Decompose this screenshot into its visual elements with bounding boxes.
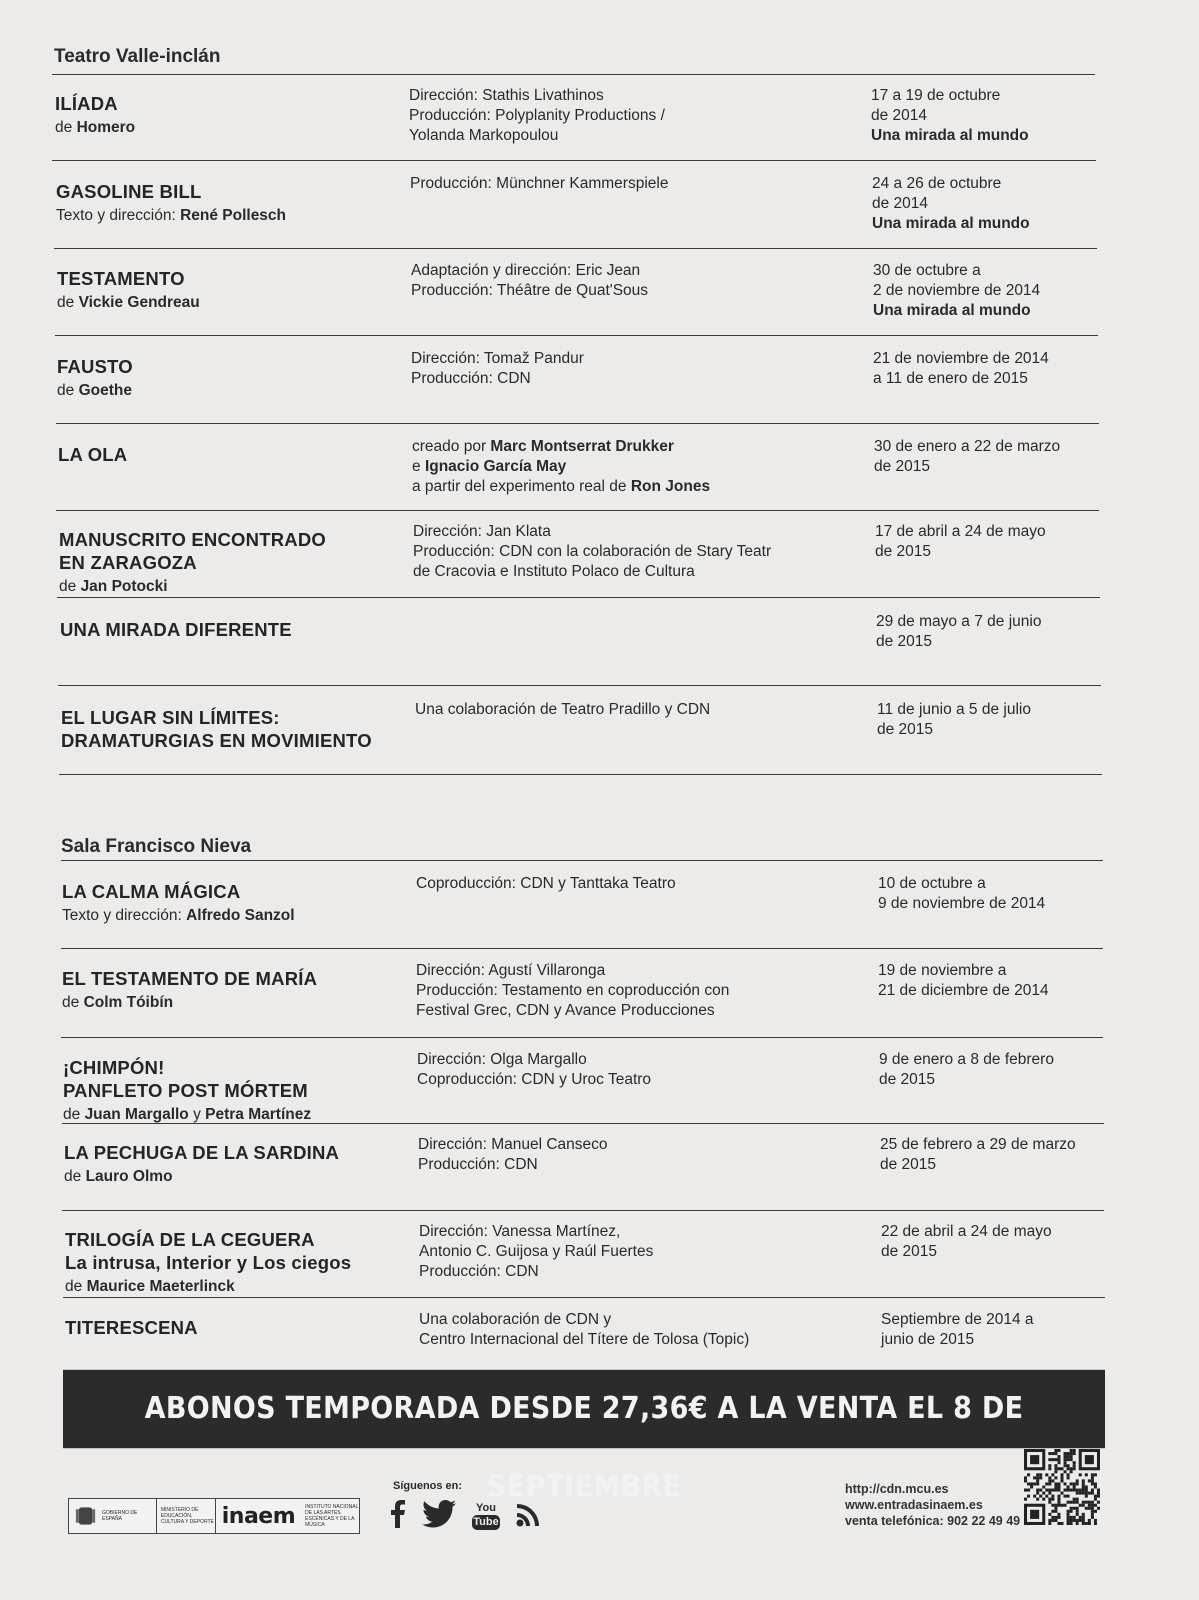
detail-line: Producción: CDN con la colaboración de Stary Teatr	[413, 543, 772, 560]
detail-name: Marc Montserrat Drukker	[490, 438, 674, 455]
detail-line: Yolanda Markopoulou	[409, 127, 559, 144]
production-dates	[881, 1222, 1111, 1262]
production-title: LA OLA	[58, 444, 128, 465]
divider-rule	[57, 597, 1100, 598]
production-dates	[874, 437, 1104, 477]
production-details	[419, 1222, 839, 1282]
production-title: EN ZARAGOZA	[59, 552, 197, 573]
credit-name: Colm Tóibín	[83, 994, 174, 1011]
author-credit	[64, 1166, 414, 1187]
divider-rule	[59, 774, 1102, 775]
production-title-block	[63, 1056, 413, 1125]
credit-prefix: de	[62, 994, 84, 1011]
divider-rule	[52, 74, 1095, 75]
author-credit	[62, 905, 412, 926]
youtube-icon[interactable]	[472, 1503, 500, 1530]
production-title: DRAMATURGIAS EN MOVIMIENTO	[61, 730, 372, 751]
series-tag: Una mirada al mundo	[873, 302, 1031, 319]
date-line: de 2015	[875, 543, 932, 560]
production-details	[411, 349, 831, 389]
divider-rule	[62, 1210, 1104, 1211]
season-tickets-banner: ABONOS TEMPORADA DESDE 27,36€ A LA VENTA EL 8 DE SEPTIEMBRE	[63, 1370, 1105, 1448]
divider-rule	[56, 510, 1099, 511]
production-title: TESTAMENTO	[57, 268, 185, 289]
detail-line: Antonio C. Guijosa y Raúl Fuertes	[419, 1243, 654, 1260]
section-title: Teatro Valle-inclán	[54, 46, 221, 67]
detail-line	[412, 457, 832, 477]
date-line: de 2015	[874, 458, 931, 475]
date-line: 30 de octubre a	[873, 262, 981, 279]
production-title: La intrusa, Interior y Los ciegos	[65, 1252, 352, 1273]
date-line: 11 de junio a 5 de julio	[877, 701, 1031, 718]
rss-icon[interactable]	[516, 1501, 542, 1532]
production-title: MANUSCRITO ENCONTRADO	[59, 529, 326, 550]
divider-rule	[55, 335, 1098, 336]
credit-name: Alfredo Sanzol	[186, 907, 295, 924]
credit-name: Juan Margallo	[84, 1106, 189, 1123]
credit-name: René Pollesch	[180, 207, 287, 224]
twitter-icon[interactable]	[422, 1500, 456, 1533]
credit-connector: y	[188, 1106, 206, 1123]
detail-line: Centro Internacional del Títere de Tolosa (Topic)	[419, 1331, 750, 1348]
production-dates	[871, 86, 1101, 146]
date-line: de 2015	[876, 633, 933, 650]
detail-line: Dirección: Tomaž Pandur	[411, 350, 584, 367]
detail-text: a partir del experimento real de	[412, 478, 631, 495]
production-title-block	[60, 618, 410, 641]
author-credit	[56, 205, 406, 226]
author-credit	[63, 1104, 413, 1125]
production-details	[413, 522, 833, 582]
date-line: 24 a 26 de octubre	[872, 175, 1002, 192]
series-tag: Una mirada al mundo	[872, 215, 1030, 232]
detail-line: Festival Grec, CDN y Avance Producciones	[416, 1002, 715, 1019]
production-title: GASOLINE BILL	[56, 181, 202, 202]
detail-line	[412, 437, 832, 457]
credit-prefix: de	[65, 1278, 87, 1295]
date-line: de 2015	[877, 721, 934, 738]
production-title-block	[55, 92, 405, 138]
credit-prefix: de	[55, 119, 77, 136]
date-line: 9 de noviembre de 2014	[878, 895, 1046, 912]
tickets-link[interactable]: www.entradasinaem.es	[845, 1498, 983, 1512]
detail-line: Dirección: Jan Klata	[413, 523, 551, 540]
date-line: 17 a 19 de octubre	[871, 87, 1001, 104]
series-tag: Una mirada al mundo	[871, 127, 1029, 144]
production-title: TITERESCENA	[65, 1317, 198, 1338]
date-line: 30 de enero a 22 de marzo	[874, 438, 1061, 455]
divider-rule	[61, 860, 1103, 861]
date-line: 19 de noviembre a	[878, 962, 1007, 979]
date-line: junio de 2015	[881, 1331, 975, 1348]
divider-rule	[63, 1297, 1105, 1298]
production-title: PANFLETO POST MÓRTEM	[63, 1080, 308, 1101]
date-line: 2 de noviembre de 2014	[873, 282, 1041, 299]
credit-prefix: de	[59, 578, 81, 595]
detail-line: Producción: Polyplanity Productions /	[409, 107, 665, 124]
follow-us-label: Síguenos en:	[393, 1480, 463, 1492]
date-line: de 2015	[881, 1243, 938, 1260]
credit-prefix: Texto y dirección:	[62, 907, 187, 924]
government-label: GOBIERNO DE ESPAÑA	[102, 1510, 138, 1522]
production-title: ¡CHIMPÓN!	[63, 1057, 165, 1078]
website-link[interactable]: http://cdn.mcu.es	[845, 1482, 949, 1496]
ministry-label: MINISTERIO DE EDUCACIÓN, CULTURA Y DEPORTE	[160, 1507, 214, 1525]
detail-text: e	[412, 458, 425, 475]
credit-name: Homero	[76, 119, 136, 136]
author-credit	[65, 1276, 415, 1297]
credit-name: Maurice Maeterlinck	[86, 1278, 235, 1295]
date-line: 22 de abril a 24 de mayo	[881, 1223, 1052, 1240]
detail-line: Dirección: Stathis Livathinos	[409, 87, 604, 104]
production-title-block	[57, 355, 407, 401]
detail-line: Dirección: Olga Margallo	[417, 1051, 587, 1068]
section-title: Sala Francisco Nieva	[61, 836, 252, 857]
credit-name: Petra Martínez	[205, 1106, 312, 1123]
detail-name: Ron Jones	[630, 478, 711, 495]
detail-line: Adaptación y dirección: Eric Jean	[411, 262, 641, 279]
detail-line: Producción: CDN	[419, 1263, 539, 1280]
production-dates	[878, 961, 1108, 1001]
divider-rule	[58, 685, 1101, 686]
date-line: 25 de febrero a 29 de marzo	[880, 1136, 1076, 1153]
production-title: LA CALMA MÁGICA	[62, 881, 241, 902]
production-dates	[881, 1310, 1111, 1350]
date-line: 17 de abril a 24 de mayo	[875, 523, 1046, 540]
production-title: UNA MIRADA DIFERENTE	[60, 619, 292, 640]
credit-prefix: Texto y dirección:	[56, 207, 181, 224]
production-title-block	[56, 180, 406, 226]
credit-name: Goethe	[78, 382, 132, 399]
detail-line: Una colaboración de CDN y	[419, 1311, 612, 1328]
author-credit	[57, 380, 407, 401]
production-details	[419, 1310, 839, 1350]
production-details	[409, 86, 829, 146]
date-line: de 2015	[879, 1071, 936, 1088]
production-dates	[876, 612, 1106, 652]
production-details	[411, 261, 831, 301]
divider-rule	[54, 248, 1097, 249]
date-line: 10 de octubre a	[878, 875, 986, 892]
credit-prefix: de	[57, 382, 79, 399]
divider-rule	[61, 1037, 1103, 1038]
production-details	[417, 1050, 837, 1090]
production-title-block	[62, 880, 412, 926]
production-title: ILÍADA	[55, 93, 118, 114]
detail-line: Una colaboración de Teatro Pradillo y CDN	[415, 701, 711, 718]
production-title-block	[57, 267, 407, 313]
detail-line: Dirección: Agustí Villaronga	[416, 962, 606, 979]
production-title-block	[64, 1141, 414, 1187]
inaem-logo: inaem	[221, 1503, 296, 1529]
coat-of-arms-icon	[73, 1503, 98, 1529]
production-title: FAUSTO	[57, 356, 133, 377]
credit-prefix: de	[64, 1168, 86, 1185]
date-line: 29 de mayo a 7 de junio	[876, 613, 1042, 630]
production-details	[412, 437, 832, 497]
date-line: 9 de enero a 8 de febrero	[879, 1051, 1054, 1068]
date-line: de 2015	[880, 1156, 937, 1173]
youtube-tube: Tube	[473, 1516, 499, 1528]
youtube-you: You	[476, 1502, 496, 1514]
divider-rule	[52, 160, 1096, 161]
divider-rule	[56, 423, 1099, 424]
detail-line: Producción: Münchner Kammerspiele	[410, 175, 669, 192]
production-dates	[872, 174, 1102, 234]
production-dates	[878, 874, 1108, 914]
production-details	[410, 174, 830, 194]
detail-line: Coproducción: CDN y Uroc Teatro	[417, 1071, 652, 1088]
credit-name: Lauro Olmo	[85, 1168, 173, 1185]
detail-line: Coproducción: CDN y Tanttaka Teatro	[416, 875, 676, 892]
production-title: EL LUGAR SIN LÍMITES:	[61, 707, 280, 728]
detail-text: creado por	[412, 438, 491, 455]
date-line: de 2014	[871, 107, 928, 124]
production-dates	[873, 261, 1103, 321]
production-title-block	[62, 967, 412, 1013]
facebook-icon[interactable]	[390, 1500, 406, 1533]
production-title-block	[59, 528, 409, 597]
detail-line	[412, 477, 832, 497]
credit-name: Vickie Gendreau	[78, 294, 200, 311]
institution-logos	[68, 1498, 360, 1534]
production-title-block	[61, 706, 411, 752]
detail-line: Producción: Testamento en coproducción con	[416, 982, 730, 999]
production-details	[415, 700, 835, 720]
detail-line: Producción: CDN	[418, 1156, 538, 1173]
production-title: LA PECHUGA DE LA SARDINA	[64, 1142, 340, 1163]
inaem-full-name: INSTITUTO NACIONAL DE LAS ARTES ESCÉNICAS Y DE LA MÚSICA	[305, 1504, 359, 1528]
credit-name: Jan Potocki	[80, 578, 168, 595]
author-credit	[57, 292, 407, 313]
date-line: a 11 de enero de 2015	[873, 370, 1028, 387]
production-dates	[875, 522, 1105, 562]
detail-line: Dirección: Manuel Canseco	[418, 1136, 608, 1153]
production-dates	[873, 349, 1103, 389]
author-credit	[62, 992, 412, 1013]
date-line: 21 de noviembre de 2014	[873, 350, 1049, 367]
production-title-block	[65, 1228, 415, 1297]
social-links	[390, 1500, 542, 1533]
detail-line: Producción: Théâtre de Quat'Sous	[411, 282, 649, 299]
credit-prefix: de	[57, 294, 79, 311]
production-dates	[880, 1135, 1110, 1175]
production-details	[416, 874, 836, 894]
date-line: Septiembre de 2014 a	[881, 1311, 1034, 1328]
author-credit	[55, 117, 405, 138]
production-details	[418, 1135, 838, 1175]
production-dates	[877, 700, 1107, 740]
detail-line: Dirección: Vanessa Martínez,	[419, 1223, 621, 1240]
date-line: 21 de diciembre de 2014	[878, 982, 1049, 999]
author-credit	[59, 576, 409, 597]
detail-line: Producción: CDN	[411, 370, 531, 387]
production-title: TRILOGÍA DE LA CEGUERA	[65, 1229, 315, 1250]
phone-sales: venta telefónica: 902 22 49 49	[845, 1514, 1021, 1528]
qr-code-icon[interactable]	[1024, 1449, 1100, 1525]
production-dates	[879, 1050, 1109, 1090]
credit-prefix: de	[63, 1106, 85, 1123]
detail-name: Ignacio García May	[424, 458, 567, 475]
detail-line: de Cracovia e Instituto Polaco de Cultura	[413, 563, 695, 580]
contact-info	[845, 1481, 1020, 1529]
production-details	[416, 961, 836, 1021]
production-title-block	[65, 1316, 415, 1339]
production-title: EL TESTAMENTO DE MARÍA	[62, 968, 318, 989]
production-title-block	[58, 443, 408, 466]
divider-rule	[61, 948, 1103, 949]
date-line: de 2014	[872, 195, 929, 212]
